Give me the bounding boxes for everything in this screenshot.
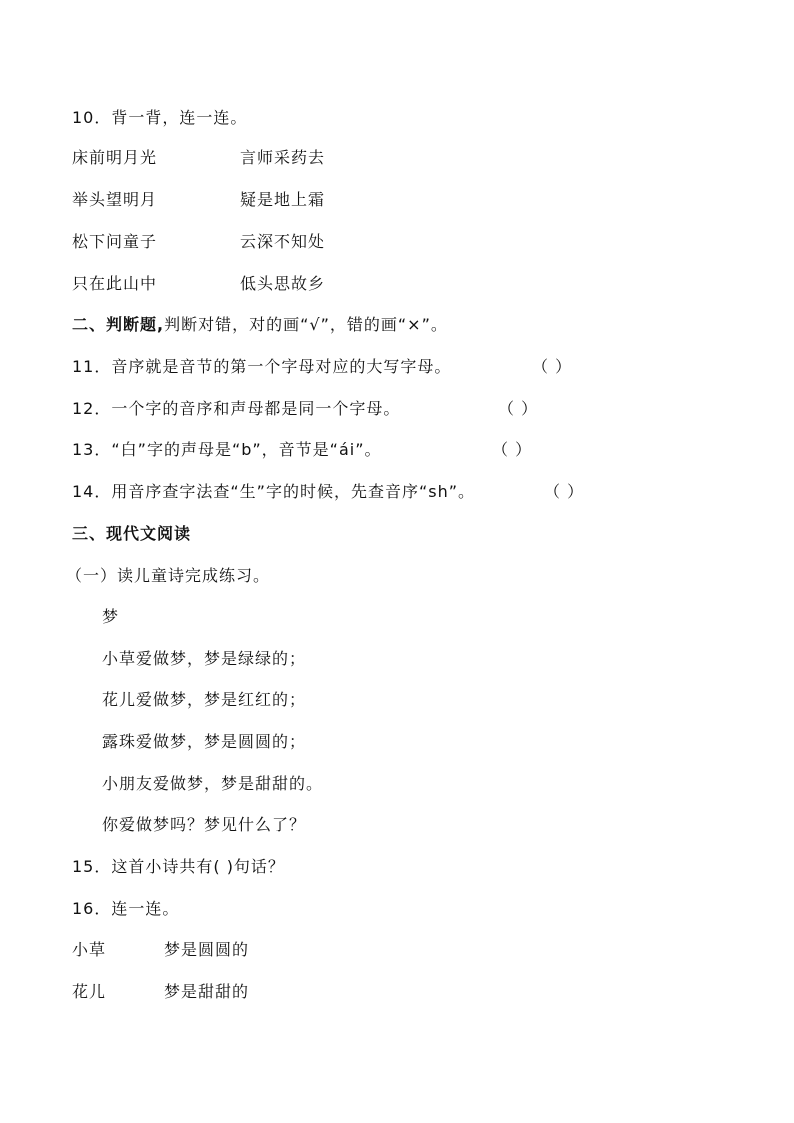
- q12-answer-paren[interactable]: （ ）: [498, 399, 539, 418]
- q16-right-2: 梦是甜甜的: [164, 982, 250, 1001]
- q13-answer-paren[interactable]: （ ）: [492, 440, 533, 459]
- q16-title: 16．连一连。: [72, 899, 180, 918]
- q10-left-1: 床前明月光: [72, 148, 158, 167]
- poem-line-4: 小朋友爱做梦，梦是甜甜的。: [102, 774, 324, 793]
- q10-right-1: 言师采药去: [240, 148, 326, 167]
- q16-left-1: 小草: [72, 940, 107, 959]
- poem-line-3: 露珠爱做梦，梦是圆圆的；: [102, 732, 307, 751]
- q10-left-3: 松下问童子: [72, 232, 158, 251]
- q10-title: 10．背一背，连一连。: [72, 108, 248, 127]
- q12-text: 12．一个字的音序和声母都是同一个字母。: [72, 399, 401, 418]
- q10-right-3: 云深不知处: [240, 232, 326, 251]
- poem-line-2: 花儿爱做梦，梦是红红的；: [102, 690, 307, 709]
- q14-answer-paren[interactable]: （ ）: [544, 482, 585, 501]
- q11-answer-paren[interactable]: （ ）: [532, 357, 573, 376]
- section2-heading-rest: 判断对错，对的画“√”，错的画“×”。: [164, 315, 448, 334]
- section3-subheading: （一）读儿童诗完成练习。: [66, 566, 271, 585]
- q10-right-4: 低头思故乡: [240, 274, 326, 293]
- q10-left-2: 举头望明月: [72, 190, 158, 209]
- poem-line-5: 你爱做梦吗？梦见什么了？: [102, 815, 307, 834]
- q10-left-4: 只在此山中: [72, 274, 158, 293]
- poem-line-1: 小草爱做梦，梦是绿绿的；: [102, 649, 307, 668]
- q15-text: 15．这首小诗共有( )句话？: [72, 857, 285, 876]
- section2-heading-bold: 二、判断题,: [72, 315, 165, 334]
- section3-heading: 三、现代文阅读: [72, 524, 192, 543]
- q16-right-1: 梦是圆圆的: [164, 940, 250, 959]
- q13-text: 13．“白”字的声母是“b”，音节是“ái”。: [72, 440, 382, 459]
- q16-left-2: 花儿: [72, 982, 107, 1001]
- q14-text: 14．用音序查字法查“生”字的时候，先查音序“sh”。: [72, 482, 475, 501]
- q10-right-2: 疑是地上霜: [240, 190, 326, 209]
- q11-text: 11．音序就是音节的第一个字母对应的大写字母。: [72, 357, 452, 376]
- section2-heading: [72, 315, 448, 335]
- poem-title: 梦: [102, 607, 120, 626]
